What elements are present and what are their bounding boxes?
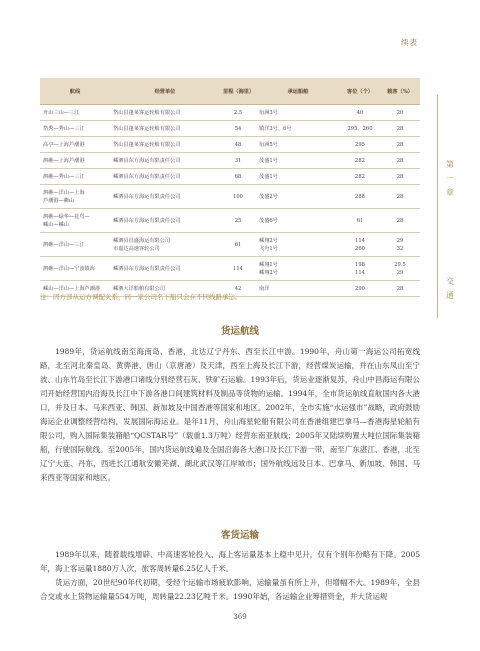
section-heading-freight: 货运航线 <box>220 326 259 337</box>
route-cell: 泗礁—上海芦潮港 <box>40 153 110 169</box>
operator-cell: 嵊泗县东方海运有限责任公司 <box>110 257 220 281</box>
load-cell: 28 <box>380 137 420 153</box>
vessel-cell: 衍洲3号 <box>256 105 340 121</box>
freight-paragraph: 1989年，货运航线南至海南岛、香港，北达辽宁丹东、西至长江中游。1990年，舟山第一海运公司拓宽线路，北至河北秦皇岛、黄骅港、唐山（京唐港）及天津，西至上海及长江下游，经营煤炭运输，并在山东凤山至宁波、山东竹岛至长江下游港口诸线分别经营石灰、铁矿石运输。1993年后，货运业逐渐复苏，舟山中昌海运有限公司开始经营国内沿海及长江中下游各港口间建筑材料及制品等货物的运输。1994年，全市货运航线直航国内各大港口，并及日本、马来西亚、韩国、新加坡及中国香港等国家和地区。2002年，全市实施“水运强市”战略，政府鼓励海运企业调整经营结构，发展国际海运业。是年11月，舟山海星轮船有限公司在香港组建巴拿马—香港海星轮船有限公司，购入国际集装箱船“QCSTAR号”（载重1.3万吨）经营东南亚航线；2005年又陆续购置大吨位国际集装箱船，行驶国际航线。至2005年，国内货运航线遍及全国沿海各大港口及长江下游一带，南至广东湛江、香港，北至辽宁大连、丹东，西进长江通航安徽芜湖、湖北武汉等江岸城市；国外航线远及日本、巴拿马、新加坡、韩国、马来西亚等国家和地区。 <box>40 347 420 482</box>
seats-cell: 295 <box>340 137 380 153</box>
route-cell: 岱秀—秀山—三江 <box>40 121 110 137</box>
table-row <box>40 137 420 153</box>
load-cell: 20 <box>380 105 420 121</box>
operator-cell: 嵊泗县东方海运有限责任公司 <box>110 169 220 185</box>
column-header: 客位（个） <box>340 78 380 105</box>
seats-cell: 61 <box>340 209 380 233</box>
table-row <box>40 233 420 257</box>
vessel-cell: 南洋 <box>256 281 340 297</box>
mileage-cell: 61 <box>220 233 256 257</box>
table-row <box>40 153 420 169</box>
mileage-cell: 54 <box>220 121 256 137</box>
mileage-cell: 42 <box>220 281 256 297</box>
load-cell: 28 <box>380 153 420 169</box>
load-cell: 29.5 29 <box>380 257 420 281</box>
operator-cell: 嵊泗县东方海运有限责任公司 <box>110 185 220 209</box>
ferry-route-table <box>40 78 420 297</box>
column-header: 航线 <box>40 78 110 105</box>
seats-cell: 282 <box>340 169 380 185</box>
table-row <box>40 169 420 185</box>
load-cell: 28 <box>380 169 420 185</box>
seats-cell: 282 <box>340 153 380 169</box>
route-cell: 泗礁—绿华—花鸟— 嵊山—嵊山 <box>40 209 110 233</box>
route-cell: 舟山三山—三江 <box>40 105 110 121</box>
section-heading-transport: 客货运输 <box>220 530 259 541</box>
table-row <box>40 105 420 121</box>
operator-cell: 嵊泗县昌盛海运有限公司 市嘉达高速客轮公司 <box>110 233 220 257</box>
transport-paragraph: 1989年以来，随着载线增辟、中高速客轮投入，海上客运量基本上稳中见升，仅有个别年份略有下降。2005年，海上客运量1880万人次，旅客周转量6.25亿人千米。 <box>40 550 420 573</box>
operator-cell: 嵊泗县东方海运有限责任公司 <box>110 209 220 233</box>
operator-cell: 岱山县蓬莱客运轮船有限公司 <box>110 121 220 137</box>
table-row <box>40 121 420 137</box>
side-divider <box>437 198 438 318</box>
vessel-cell: 茂盛1号 <box>256 169 340 185</box>
seats-cell: 288 <box>340 185 380 209</box>
mileage-cell: 31 <box>220 153 256 169</box>
table-header-row <box>40 78 420 105</box>
mileage-cell: 2.5 <box>220 105 256 121</box>
seats-cell: 290 <box>340 281 380 297</box>
table-row <box>40 257 420 281</box>
continued-label: 续表 <box>401 38 418 47</box>
column-header: 承运船舶 <box>256 78 340 105</box>
route-cell: 泗礁—洋山—三江 <box>40 233 110 257</box>
transport-paragraph: 货运方面，20世纪90年代初期，受经个运输市场疲软影响，运输量虽有所上升，但增幅不大。1989年，全县合交或水上货物运输量554万吨，周转量22.23亿吨千米。1990年始，各运输企业筹措资金，并大货运规 <box>40 578 420 601</box>
table-row <box>40 185 420 209</box>
load-cell: 28 <box>380 281 420 297</box>
load-cell: 29 32 <box>380 233 420 257</box>
operator-cell: 嵊泗大洋船舶有限公司 <box>110 281 220 297</box>
load-cell: 28 <box>380 185 420 209</box>
mileage-cell: 48 <box>220 137 256 153</box>
chapter-label: 第 一 章 <box>446 160 454 197</box>
route-cell: 泗礁—洋山—上海 芦潮港—衢山 <box>40 185 110 209</box>
column-header: 经营单位 <box>110 78 220 105</box>
page-number: 369 <box>233 613 247 621</box>
mileage-cell: 114 <box>220 257 256 281</box>
operator-cell: 岱山县蓬莱客运轮船有限公司 <box>110 105 220 121</box>
mileage-cell: 68 <box>220 169 256 185</box>
operator-cell: 嵊泗县东方海运有限责任公司 <box>110 153 220 169</box>
vessel-cell: 嵊翔1号 嵊翔2号 <box>256 257 340 281</box>
operator-cell: 岱山县蓬莱客运轮船有限公司 <box>110 137 220 153</box>
vessel-cell: 茂盛2号 <box>256 185 340 209</box>
seats-cell: 114 260 <box>340 233 380 257</box>
route-cell: 嵊山—洋山—上海芦潮港 <box>40 281 110 297</box>
route-cell: 泗礁—洋山—宁波镇海 <box>40 257 110 281</box>
seats-cell: 295、260 <box>340 121 380 137</box>
table-row <box>40 209 420 233</box>
load-cell: 28 <box>380 121 420 137</box>
route-cell: 泗礁—秀山—三江 <box>40 169 110 185</box>
chapter-title: 交 通 <box>446 277 454 300</box>
route-cell: 高亭—上海芦潮港 <box>40 137 110 153</box>
vessel-cell: 茂盛6号 <box>256 209 340 233</box>
load-cell: 28 <box>380 209 420 233</box>
column-header: 载客（%） <box>380 78 420 105</box>
column-header: 里程（海里） <box>220 78 256 105</box>
vessel-cell: 镇洋3号、6号 <box>256 121 340 137</box>
mileage-cell: 100 <box>220 185 256 209</box>
table-footnote: 注：因方部从运方调配关系，同一家公司名下船只会在不同线路承运。 <box>40 293 242 301</box>
vessel-cell: 茂盛1号 <box>256 153 340 169</box>
vessel-cell: 衍洲5号 <box>256 137 340 153</box>
mileage-cell: 25 <box>220 209 256 233</box>
seats-cell: 40 <box>340 105 380 121</box>
vessel-cell: 嵊翔2号 飞舟1号 <box>256 233 340 257</box>
seats-cell: 198 114 <box>340 257 380 281</box>
